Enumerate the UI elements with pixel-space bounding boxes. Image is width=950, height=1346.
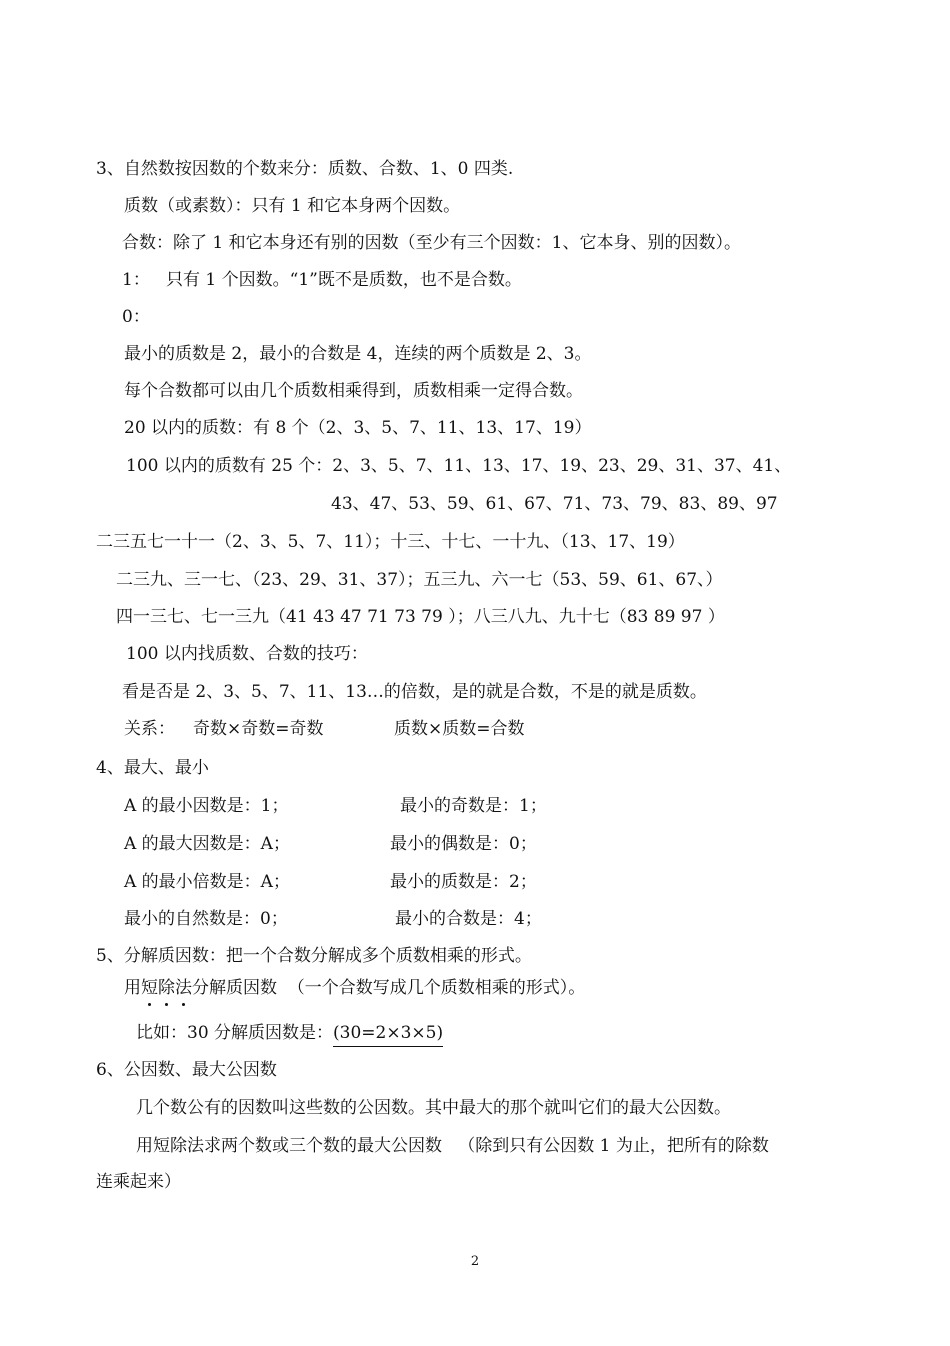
primes-under-100: 100 以内的质数有 25 个：2、3、5、7、11、13、17、19、23、29、31、37、41、: [126, 456, 792, 476]
composite-product-line: 每个合数都可以由几个质数相乘得到，质数相乘一定得合数。: [124, 381, 583, 401]
mnemonic-line-1: 二三五七一十一（2、3、5、7、11）；十三、十七、一十九、（13、17、19）: [96, 532, 685, 552]
gcd-method-continued: 连乘起来）: [96, 1172, 181, 1192]
relation-label: 关系：: [124, 719, 175, 739]
emphasis-char: 除: [158, 978, 175, 998]
min-factor: A 的最小因数是：1；: [124, 796, 289, 816]
example-value: (30=2×3×5): [333, 1023, 443, 1047]
section4-title: 4、最大、最小: [96, 758, 209, 778]
example-label: 比如：30 分解质因数是：: [136, 1023, 334, 1043]
primes-under-100-continued: 43、47、53、59、61、67、71、73、79、83、89、97: [331, 494, 778, 514]
mnemonic-line-2: 二三九、三一七、（23、29、31、37）；五三九、六一七（53、59、61、67、）: [116, 570, 723, 590]
prime-definition: 质数（或素数）：只有 1 和它本身两个因数。: [124, 196, 461, 216]
zero-definition: 0：: [122, 307, 150, 327]
min-natural: 最小的自然数是：0；: [124, 909, 288, 929]
mnemonic-line-3: 四一三七、七一三九（41 43 47 71 73 79 ）；八三八九、九十七（83 89 97 ）: [116, 607, 725, 627]
gcd-method: 用短除法求两个数或三个数的最大公因数 （除到只有公因数 1 为止，把所有的除数: [136, 1136, 769, 1156]
emphasis-char: 法: [175, 978, 192, 998]
tips-heading: 100 以内找质数、合数的技巧：: [126, 644, 368, 664]
section5-title: 5、分解质因数：把一个合数分解成多个质数相乘的形式。: [96, 946, 532, 966]
section6-title: 6、公因数、最大公因数: [96, 1060, 277, 1080]
method-pre: 用: [124, 978, 141, 998]
min-even: 最小的偶数是：0；: [390, 834, 537, 854]
short-division-emphasis: [141, 978, 192, 998]
one-definition: 1： 只有 1 个因数。“1”既不是质数，也不是合数。: [122, 270, 522, 290]
relation-odd: 奇数×奇数=奇数: [193, 719, 324, 739]
method-post: 分解质因数 （一个合数写成几个质数相乘的形式）。: [192, 978, 586, 998]
relation-prime: 质数×质数=合数: [394, 719, 525, 739]
emphasis-char: 短: [141, 978, 158, 998]
page-number: 2: [470, 1254, 480, 1269]
composite-definition: 合数：除了 1 和它本身还有别的因数（至少有三个因数：1、它本身、别的因数）。: [122, 233, 741, 253]
common-factor-definition: 几个数公有的因数叫这些数的公因数。其中最大的那个就叫它们的最大公因数。: [136, 1098, 731, 1118]
tips-rule: 看是否是 2、3、5、7、11、13…的倍数，是的就是合数，不是的就是质数。: [122, 682, 707, 702]
min-composite: 最小的合数是：4；: [395, 909, 542, 929]
min-odd: 最小的奇数是：1；: [400, 796, 547, 816]
min-multiple: A 的最小倍数是：A；: [124, 872, 290, 892]
example-line: [136, 1025, 443, 1042]
primes-under-20: 20 以内的质数：有 8 个（2、3、5、7、11、13、17、19）: [124, 418, 592, 438]
section3-title: 3、自然数按因数的个数来分：质数、合数、1、0 四类.: [96, 159, 514, 179]
max-factor: A 的最大因数是：A；: [124, 834, 290, 854]
min-prime: 最小的质数是：2；: [390, 872, 537, 892]
short-division-line: [124, 980, 585, 997]
smallest-prime-line: 最小的质数是 2，最小的合数是 4，连续的两个质数是 2、3。: [124, 344, 592, 364]
